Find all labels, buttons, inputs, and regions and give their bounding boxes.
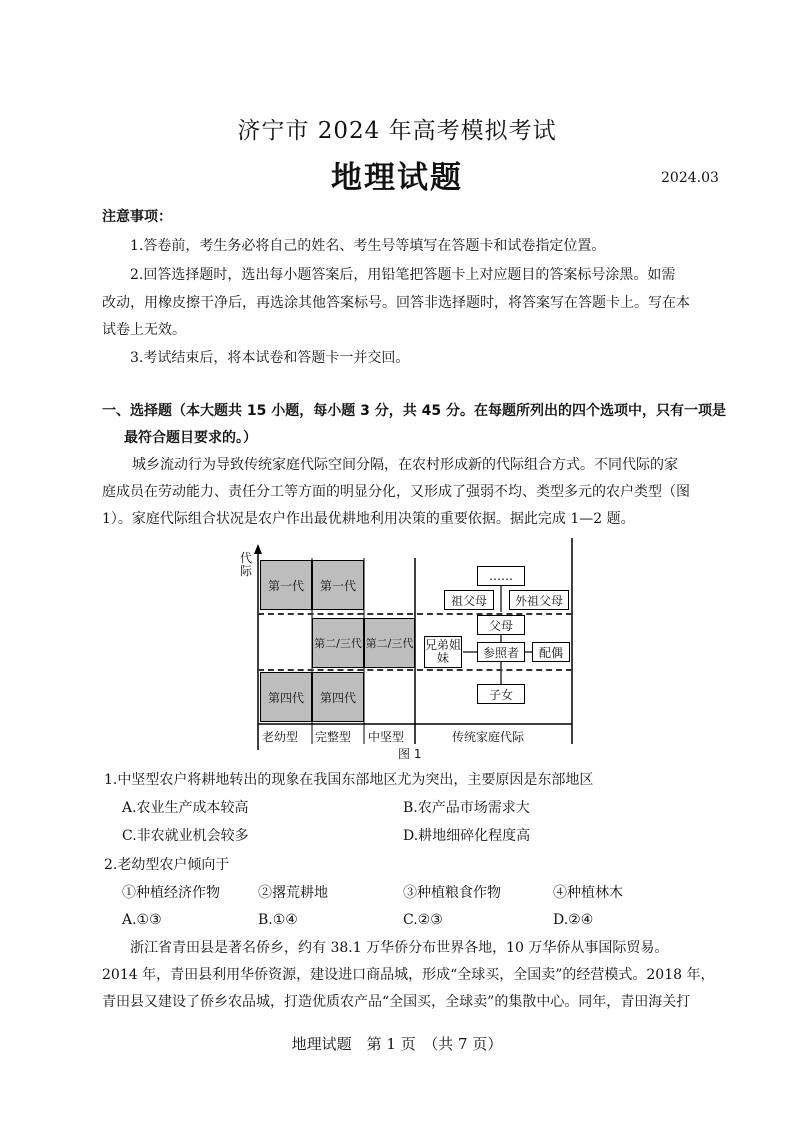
cell-fourth-gen-old-young: 第四代 (260, 672, 312, 722)
type-label-complete: 完整型 (315, 730, 352, 744)
type-label-old-young: 老幼型 (262, 730, 299, 744)
cell-first-gen-old-young: 第一代 (260, 560, 312, 610)
type-label-core: 中坚型 (368, 730, 405, 744)
notice-item-1: 1.答卷前，考生务必将自己的姓名、考生号等填写在答题卡和试卷指定位置。 (130, 238, 606, 254)
cell-second-third-gen-complete: 第二/三代 (312, 618, 364, 668)
tree-grandparents-box: 祖父母 (444, 590, 494, 610)
notice-item-2: 2.回答选择题时，选出每小题答案后，用铅笔把答题卡上对应题目的答案标号涂黑。如需 (130, 267, 676, 283)
q2-option-d: D.②④ (553, 912, 594, 928)
tree-ellipsis-box: …… (477, 566, 525, 586)
passage1-line-2: 庭成员在劳动能力、责任分工等方面的明显分化，又形成了强弱不均、类型多元的农户类型（图 (102, 484, 690, 500)
figure-1 (238, 538, 578, 768)
type-label-traditional: 传统家庭代际 (452, 730, 525, 744)
q1-option-b: B.农产品市场需求大 (403, 800, 530, 816)
q2-option-b: B.①④ (258, 912, 298, 928)
passage1-line-1: 城乡流动行为导致传统家庭代际空间分隔，在农村形成新的代际组合方式。不同代际的家 (132, 457, 678, 473)
cell-first-gen-complete: 第一代 (312, 560, 364, 610)
generation-divider-2 (258, 669, 572, 671)
passage1-line-3: 1）。家庭代际组合状况是农户作出最优耕地利用决策的重要依据。据此完成 1—2 题。 (102, 511, 635, 527)
q2-choice-4: ④种植林木 (553, 885, 623, 901)
section-heading-cont: 最符合题目要求的。） (124, 430, 257, 446)
page-footer: 地理试题 第 1 页 （共 7 页） (291, 1035, 503, 1053)
exam-date: 2024.03 (661, 170, 719, 186)
notice-heading: 注意事项： (102, 209, 172, 225)
figure-caption: 图 1 (398, 747, 422, 761)
passage2-line-1: 浙江省青田县是著名侨乡，约有 38.1 万华侨分布世界各地，10 万华侨从事国际贸易。 (130, 940, 669, 956)
y-axis-label: 代际 (240, 551, 253, 578)
q1-option-a: A.农业生产成本较高 (122, 800, 249, 816)
question-1-stem: 1.中坚型农户将耕地转出的现象在我国东部地区尤为突出，主要原因是东部地区 (104, 772, 594, 788)
cell-second-third-gen-core: 第二/三代 (364, 618, 415, 668)
q2-option-c: C.②③ (403, 912, 443, 928)
exam-title: 济宁市 2024 年高考模拟考试 (237, 118, 557, 144)
section-heading: 一、选择题（本大题共 15 小题，每小题 3 分，共 45 分。在每题所列出的四个选项中，只有一项是 (102, 403, 726, 419)
notice-item-2-end: 试卷上无效。 (102, 322, 186, 338)
notice-item-2-cont: 改动，用橡皮擦干净后，再选涂其他答案标号。回答非选择题时，将答案写在答题卡上。写在本 (102, 295, 690, 311)
q2-choice-1: ①种植经济作物 (122, 885, 220, 901)
tree-maternal-grandparents-box: 外祖父母 (509, 590, 569, 610)
q2-choice-3: ③种植粮食作物 (403, 885, 501, 901)
subject-title: 地理试题 (331, 160, 463, 196)
q1-option-d: D.耕地细碎化程度高 (403, 828, 531, 844)
passage2-line-2: 2014 年，青田县利用华侨资源，建设进口商品城，形成“全球买，全国卖”的经营模式。2018 年， (102, 967, 715, 983)
question-2-stem: 2.老幼型农户倾向于 (104, 857, 230, 873)
tree-children-box: 子女 (477, 684, 525, 704)
q1-option-c: C.非农就业机会较多 (122, 828, 249, 844)
q2-option-a: A.①③ (122, 912, 162, 928)
tree-self-box: 参照者 (477, 642, 525, 662)
tree-siblings-box: 兄弟姐妹 (424, 636, 462, 668)
tree-parents-box: 父母 (477, 615, 525, 635)
cell-fourth-gen-complete: 第四代 (312, 672, 364, 722)
notice-item-3: 3.考试结束后，将本试卷和答题卡一并交回。 (130, 350, 410, 366)
q2-choice-2: ②撂荒耕地 (258, 885, 328, 901)
tree-spouse-box: 配偶 (532, 642, 570, 662)
passage2-line-3: 青田县又建设了侨乡农品城，打造优质农产品“全国买，全球卖”的集散中心。同年，青田海关打 (102, 994, 691, 1010)
